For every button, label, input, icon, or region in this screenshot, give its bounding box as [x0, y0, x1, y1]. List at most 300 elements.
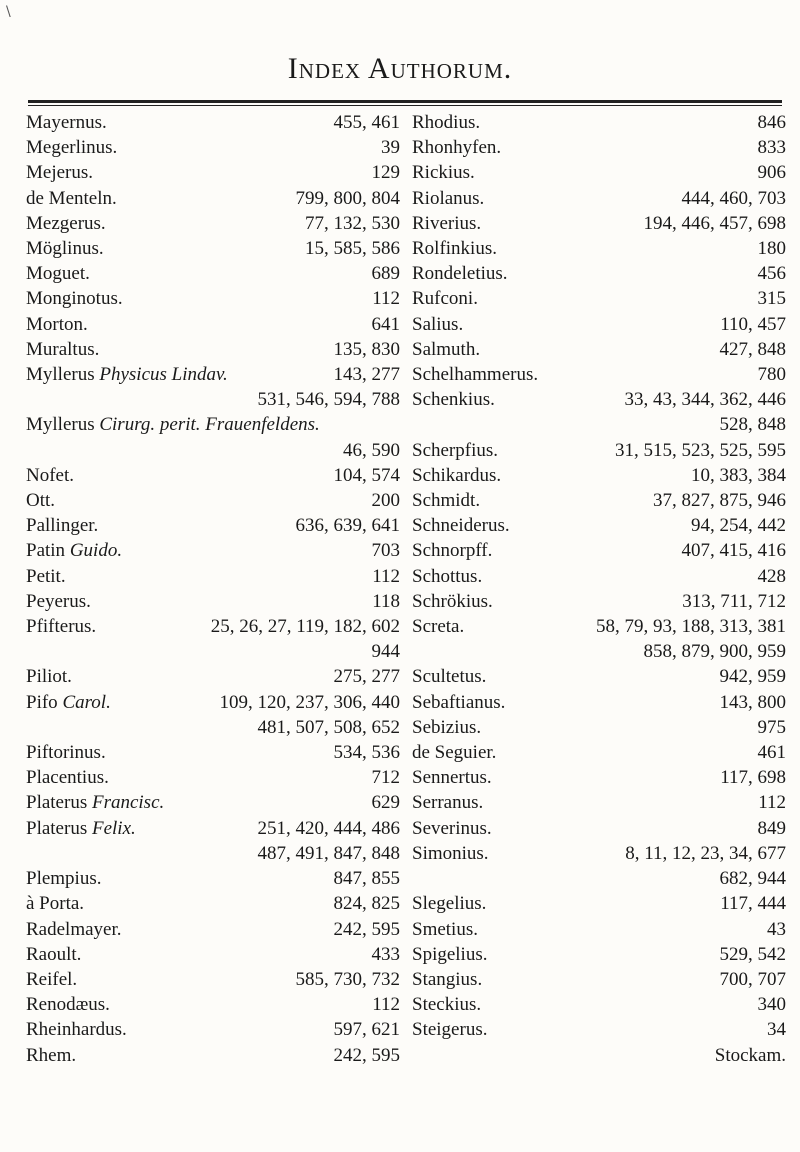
page-numbers: 58, 79, 93, 188, 313, 381 — [596, 616, 786, 638]
index-entry — [26, 211, 400, 236]
index-entry — [26, 765, 400, 790]
page-numbers: 942, 959 — [719, 666, 786, 688]
author-name — [26, 866, 101, 891]
index-entry — [26, 690, 400, 740]
author-name-text: Patin — [26, 540, 70, 562]
entry-continuation — [26, 639, 400, 664]
author-name-text: Radelmayer. — [26, 918, 122, 940]
author-name — [26, 589, 91, 614]
index-entry — [412, 538, 786, 563]
index-entry — [26, 866, 400, 891]
page-numbers: 641 — [371, 313, 400, 335]
page-numbers: 242, 595 — [333, 1044, 400, 1066]
author-name-text: de Menteln. — [26, 187, 117, 209]
author-name-text: Schnorpff. — [412, 540, 493, 562]
entry-line — [412, 312, 786, 337]
author-name-text: Piftorinus. — [26, 742, 106, 764]
author-name-text: Scherpfius. — [412, 439, 499, 461]
author-name — [412, 740, 496, 765]
page-numbers: 629 — [371, 792, 400, 814]
author-name-text: Steigerus. — [412, 1019, 488, 1041]
index-entry — [26, 740, 400, 765]
author-name — [412, 186, 484, 211]
entry-line — [412, 1017, 786, 1042]
index-entry — [412, 614, 786, 664]
author-name-text: Megerlinus. — [26, 137, 118, 159]
page-numbers: 135, 830 — [333, 338, 400, 360]
entry-continuation — [26, 387, 400, 412]
page-numbers: 37, 827, 875, 946 — [653, 490, 786, 512]
index-entry — [26, 261, 400, 286]
page-numbers: 481, 507, 508, 652 — [257, 716, 400, 738]
author-name-text: Plempius. — [26, 868, 102, 890]
author-name — [412, 513, 510, 538]
author-name-text: Mejerus. — [26, 162, 94, 184]
index-entry — [412, 438, 786, 463]
index-entry — [26, 312, 400, 337]
author-name-text: Renodæus. — [26, 994, 110, 1016]
entry-line — [412, 160, 786, 185]
index-entry — [26, 135, 400, 160]
author-name-text: Salmuth. — [412, 338, 481, 360]
entry-line — [26, 135, 400, 160]
author-name — [412, 337, 480, 362]
author-name — [26, 211, 106, 236]
page-numbers: 858, 879, 900, 959 — [643, 641, 786, 663]
entry-line — [412, 387, 786, 412]
author-name-text: Platerus — [26, 792, 92, 814]
author-name — [412, 135, 501, 160]
author-name-italic: Carol. — [62, 691, 111, 713]
entry-line — [412, 538, 786, 563]
entry-line — [412, 488, 786, 513]
index-entry — [412, 110, 786, 135]
index-entry — [26, 589, 400, 614]
author-name-text: Severinus. — [412, 817, 492, 839]
page-numbers: 10, 383, 384 — [691, 464, 786, 486]
entry-line — [412, 967, 786, 992]
page-numbers: 94, 254, 442 — [691, 515, 786, 537]
author-name — [412, 589, 493, 614]
entry-continuation — [412, 412, 786, 437]
page-numbers: 700, 707 — [719, 968, 786, 990]
author-name — [412, 816, 492, 841]
entry-line — [412, 110, 786, 135]
page-numbers: 407, 415, 416 — [681, 540, 786, 562]
index-entry — [412, 362, 786, 387]
page-numbers: 200 — [371, 490, 400, 512]
author-name-text: Rhem. — [26, 1044, 77, 1066]
entry-line — [412, 992, 786, 1017]
author-name-text: Möglinus. — [26, 238, 104, 260]
index-entry — [412, 236, 786, 261]
author-name — [26, 1043, 76, 1068]
entry-line — [26, 463, 400, 488]
entry-line — [26, 286, 400, 311]
index-entry — [26, 891, 400, 916]
author-name-text: Piliot. — [26, 666, 72, 688]
entry-line — [26, 1043, 400, 1068]
author-name-text: Myllerus — [26, 364, 100, 386]
author-name-text: Riverius. — [412, 212, 482, 234]
entry-continuation — [412, 639, 786, 664]
entry-line — [412, 261, 786, 286]
author-name-text: Rufconi. — [412, 288, 478, 310]
page-numbers: 33, 43, 344, 362, 446 — [624, 389, 786, 411]
author-name-text: Morton. — [26, 313, 88, 335]
index-entry — [412, 841, 786, 891]
author-name — [412, 992, 481, 1017]
author-name — [412, 488, 480, 513]
index-entry — [26, 186, 400, 211]
page-numbers: 487, 491, 847, 848 — [257, 842, 400, 864]
entry-line — [412, 463, 786, 488]
header-rule — [28, 100, 782, 103]
page-numbers: 689 — [371, 263, 400, 285]
index-entry — [412, 816, 786, 841]
author-name — [26, 463, 74, 488]
page-numbers: 39 — [381, 137, 400, 159]
index-entry — [412, 891, 786, 916]
page-numbers: 703 — [371, 540, 400, 562]
index-entry — [412, 1043, 786, 1068]
author-name — [412, 160, 475, 185]
page-numbers: 585, 730, 732 — [295, 968, 400, 990]
page-numbers: 531, 546, 594, 788 — [257, 389, 400, 411]
index-entry — [26, 942, 400, 967]
author-name — [26, 917, 122, 942]
index-entry — [26, 110, 400, 135]
index-entry — [412, 186, 786, 211]
author-name-text: Monginotus. — [26, 288, 123, 310]
author-name — [412, 790, 483, 815]
entry-line — [26, 337, 400, 362]
author-name — [412, 463, 501, 488]
index-entry — [412, 135, 786, 160]
author-name — [412, 614, 464, 639]
author-name-text: Sebizius. — [412, 716, 482, 738]
page-numbers: 112 — [758, 792, 786, 814]
author-name — [26, 564, 66, 589]
index-entry — [412, 765, 786, 790]
entry-line — [412, 564, 786, 589]
author-name — [412, 236, 497, 261]
author-name-text: Ott. — [26, 490, 56, 512]
entry-line — [26, 564, 400, 589]
entry-line — [412, 690, 786, 715]
entry-line — [412, 614, 786, 639]
index-entry — [412, 312, 786, 337]
page-numbers: 117, 444 — [720, 893, 786, 915]
index-entry — [26, 790, 400, 815]
author-name-text: Schikardus. — [412, 464, 502, 486]
author-name — [26, 942, 81, 967]
page-numbers: 528, 848 — [719, 414, 786, 436]
page-numbers: 112 — [372, 288, 400, 310]
author-name-text: Sennertus. — [412, 767, 492, 789]
page-numbers: 849 — [757, 817, 786, 839]
author-name-text: Smetius. — [412, 918, 478, 940]
page-numbers: 77, 132, 530 — [305, 212, 400, 234]
index-entry — [412, 387, 786, 437]
author-name-text: Pfifterus. — [26, 616, 97, 638]
page-header: Index Authorum. — [287, 52, 513, 85]
index-entry — [412, 917, 786, 942]
page-numbers: 43 — [767, 918, 786, 940]
author-name-text: Placentius. — [26, 767, 109, 789]
author-name — [412, 942, 487, 967]
page-numbers: 340 — [757, 994, 786, 1016]
page-numbers: 529, 542 — [719, 943, 786, 965]
entry-continuation — [26, 438, 400, 463]
page-numbers: 833 — [757, 137, 786, 159]
index-entry — [26, 488, 400, 513]
author-name-text: Serranus. — [412, 792, 484, 814]
author-name-text: Schottus. — [412, 565, 483, 587]
entry-line — [26, 589, 400, 614]
author-name-text: Platerus — [26, 817, 92, 839]
author-name-text: de Seguier. — [412, 742, 497, 764]
entry-line — [26, 236, 400, 261]
author-name — [412, 538, 492, 563]
index-entry — [412, 664, 786, 689]
author-name-text: Rolfinkius. — [412, 238, 497, 260]
author-name — [412, 891, 486, 916]
author-name-italic: Francisc. — [91, 792, 165, 814]
index-entry — [412, 564, 786, 589]
index-entry — [412, 488, 786, 513]
page-numbers: 15, 585, 586 — [305, 238, 400, 260]
index-entry — [412, 337, 786, 362]
page-numbers: 846 — [757, 112, 786, 133]
page-numbers: 25, 26, 27, 119, 182, 602 — [210, 616, 400, 638]
author-name — [412, 312, 463, 337]
page-numbers: Stockam. — [714, 1044, 786, 1066]
index-entry — [412, 740, 786, 765]
page-numbers: 636, 639, 641 — [295, 515, 400, 537]
entry-line — [412, 1043, 786, 1068]
index-entry — [412, 261, 786, 286]
author-name — [412, 967, 482, 992]
author-name-text: Schmidt. — [412, 490, 481, 512]
index-entry — [412, 513, 786, 538]
index-entry — [26, 1043, 400, 1068]
author-name-text: Sebaftianus. — [412, 691, 506, 713]
author-name-text: Raoult. — [26, 943, 82, 965]
page-numbers: 597, 621 — [333, 1019, 400, 1041]
index-entry — [26, 337, 400, 362]
index-entry — [412, 967, 786, 992]
author-name-text: Mezgerus. — [26, 212, 106, 234]
page-numbers: 780 — [757, 364, 786, 386]
author-name — [26, 664, 72, 689]
page-numbers: 31, 515, 523, 525, 595 — [615, 439, 786, 461]
page-numbers: 313, 711, 712 — [682, 590, 786, 612]
entry-line — [412, 816, 786, 841]
author-name-text: Peyerus. — [26, 590, 91, 612]
index-entry — [26, 513, 400, 538]
author-name-text: Steckius. — [412, 994, 482, 1016]
right-column — [412, 110, 786, 1068]
page-numbers: 194, 446, 457, 698 — [643, 212, 786, 234]
page-numbers: 109, 120, 237, 306, 440 — [219, 691, 400, 713]
entry-line — [26, 362, 400, 387]
author-name-text: Mayernus. — [26, 112, 107, 133]
header-rule-thin — [28, 105, 782, 106]
page-numbers: 129 — [371, 162, 400, 184]
page-numbers: 428 — [757, 565, 786, 587]
author-name-text: Spigelius. — [412, 943, 488, 965]
entry-line — [412, 186, 786, 211]
entry-line — [412, 236, 786, 261]
author-name — [26, 160, 93, 185]
page-numbers: 975 — [757, 716, 786, 738]
author-name — [412, 841, 489, 866]
index-entry — [412, 690, 786, 715]
page-numbers: 143, 800 — [719, 691, 786, 713]
author-name — [26, 261, 90, 286]
author-name — [412, 1017, 487, 1042]
author-name — [26, 312, 88, 337]
page-numbers: 824, 825 — [333, 893, 400, 915]
page-numbers: 847, 855 — [333, 868, 400, 890]
entry-line — [412, 513, 786, 538]
author-name-text: Simonius. — [412, 842, 489, 864]
author-name — [26, 513, 98, 538]
entry-line — [26, 765, 400, 790]
index-entry — [26, 816, 400, 866]
entry-line — [26, 186, 400, 211]
author-name-italic: Felix. — [91, 817, 136, 839]
author-name-text: Schenkius. — [412, 389, 495, 411]
author-name-text: Myllerus — [26, 414, 100, 436]
author-name-text: Moguet. — [26, 263, 90, 285]
index-entry — [26, 538, 400, 563]
entry-continuation — [26, 841, 400, 866]
entry-line — [412, 664, 786, 689]
entry-line — [412, 740, 786, 765]
entry-line — [26, 891, 400, 916]
author-name-text: à Porta. — [26, 893, 85, 915]
page-numbers: 444, 460, 703 — [681, 187, 786, 209]
entry-line — [26, 312, 400, 337]
entry-line — [26, 1017, 400, 1042]
author-name-text: Reifel. — [26, 968, 78, 990]
entry-line — [26, 614, 400, 639]
author-name — [26, 110, 107, 135]
index-entry — [412, 211, 786, 236]
index-entry — [26, 463, 400, 488]
index-entry — [26, 614, 400, 664]
author-name — [26, 337, 99, 362]
entry-continuation — [26, 715, 400, 740]
author-name — [412, 664, 486, 689]
page-numbers: 251, 420, 444, 486 — [257, 817, 400, 839]
author-name-italic: Physicus Lindav. — [99, 364, 228, 386]
index-entry — [26, 412, 400, 462]
entry-line — [26, 992, 400, 1017]
author-name — [412, 690, 505, 715]
page-numbers: 180 — [757, 238, 786, 260]
entry-line — [26, 488, 400, 513]
entry-line — [26, 917, 400, 942]
author-name-text: Screta. — [412, 616, 465, 638]
index-entry — [26, 362, 400, 412]
author-name — [26, 790, 164, 815]
author-name — [26, 362, 228, 387]
author-name — [26, 1017, 127, 1042]
page-numbers: 315 — [757, 288, 786, 310]
index-entry — [412, 715, 786, 740]
author-name — [412, 564, 482, 589]
page-numbers: 799, 800, 804 — [295, 187, 400, 209]
entry-line — [26, 538, 400, 563]
page-numbers: 461 — [757, 742, 786, 764]
author-name-text: Stangius. — [412, 968, 483, 990]
page-numbers: 104, 574 — [333, 464, 400, 486]
entry-line — [412, 715, 786, 740]
entry-line — [26, 690, 400, 715]
index-entry — [26, 160, 400, 185]
author-name-text: Pallinger. — [26, 515, 99, 537]
index-entry — [412, 286, 786, 311]
author-name-text: Schneiderus. — [412, 515, 510, 537]
page-numbers: 143, 277 — [333, 364, 400, 386]
index-entry — [26, 1017, 400, 1042]
page-numbers: 682, 944 — [719, 868, 786, 890]
page-numbers: 112 — [372, 994, 400, 1016]
page-numbers: 46, 590 — [343, 439, 400, 461]
entry-line — [26, 967, 400, 992]
author-name-text: Schrökius. — [412, 590, 493, 612]
page-numbers: 427, 848 — [719, 338, 786, 360]
author-name — [26, 186, 117, 211]
corner-mark: \ — [6, 4, 11, 20]
entry-line — [412, 362, 786, 387]
author-name-text: Riolanus. — [412, 187, 485, 209]
index-entry — [26, 917, 400, 942]
entry-line — [26, 866, 400, 891]
author-name — [26, 891, 84, 916]
author-name-italic: Cirurg. perit. Frauenfeldens. — [99, 414, 320, 436]
entry-line — [26, 160, 400, 185]
author-name — [412, 917, 478, 942]
entry-line — [26, 816, 400, 841]
index-entry — [26, 564, 400, 589]
entry-line — [412, 917, 786, 942]
author-name — [26, 967, 77, 992]
author-name — [26, 236, 104, 261]
entry-line — [412, 942, 786, 967]
page-numbers: 944 — [371, 641, 400, 663]
entry-line — [26, 740, 400, 765]
page-numbers: 275, 277 — [333, 666, 400, 688]
index-entry — [412, 992, 786, 1017]
author-name — [26, 690, 111, 715]
author-name-text: Rheinhardus. — [26, 1019, 127, 1041]
entry-line — [412, 765, 786, 790]
author-name — [412, 362, 538, 387]
author-name — [412, 765, 492, 790]
author-name-text: Schelhammerus. — [412, 364, 539, 386]
page-numbers: 534, 536 — [333, 742, 400, 764]
author-name — [412, 715, 481, 740]
author-name-text: Nofet. — [26, 464, 75, 486]
index-entry — [26, 286, 400, 311]
author-name — [26, 135, 117, 160]
author-name — [26, 286, 123, 311]
author-name — [26, 614, 96, 639]
